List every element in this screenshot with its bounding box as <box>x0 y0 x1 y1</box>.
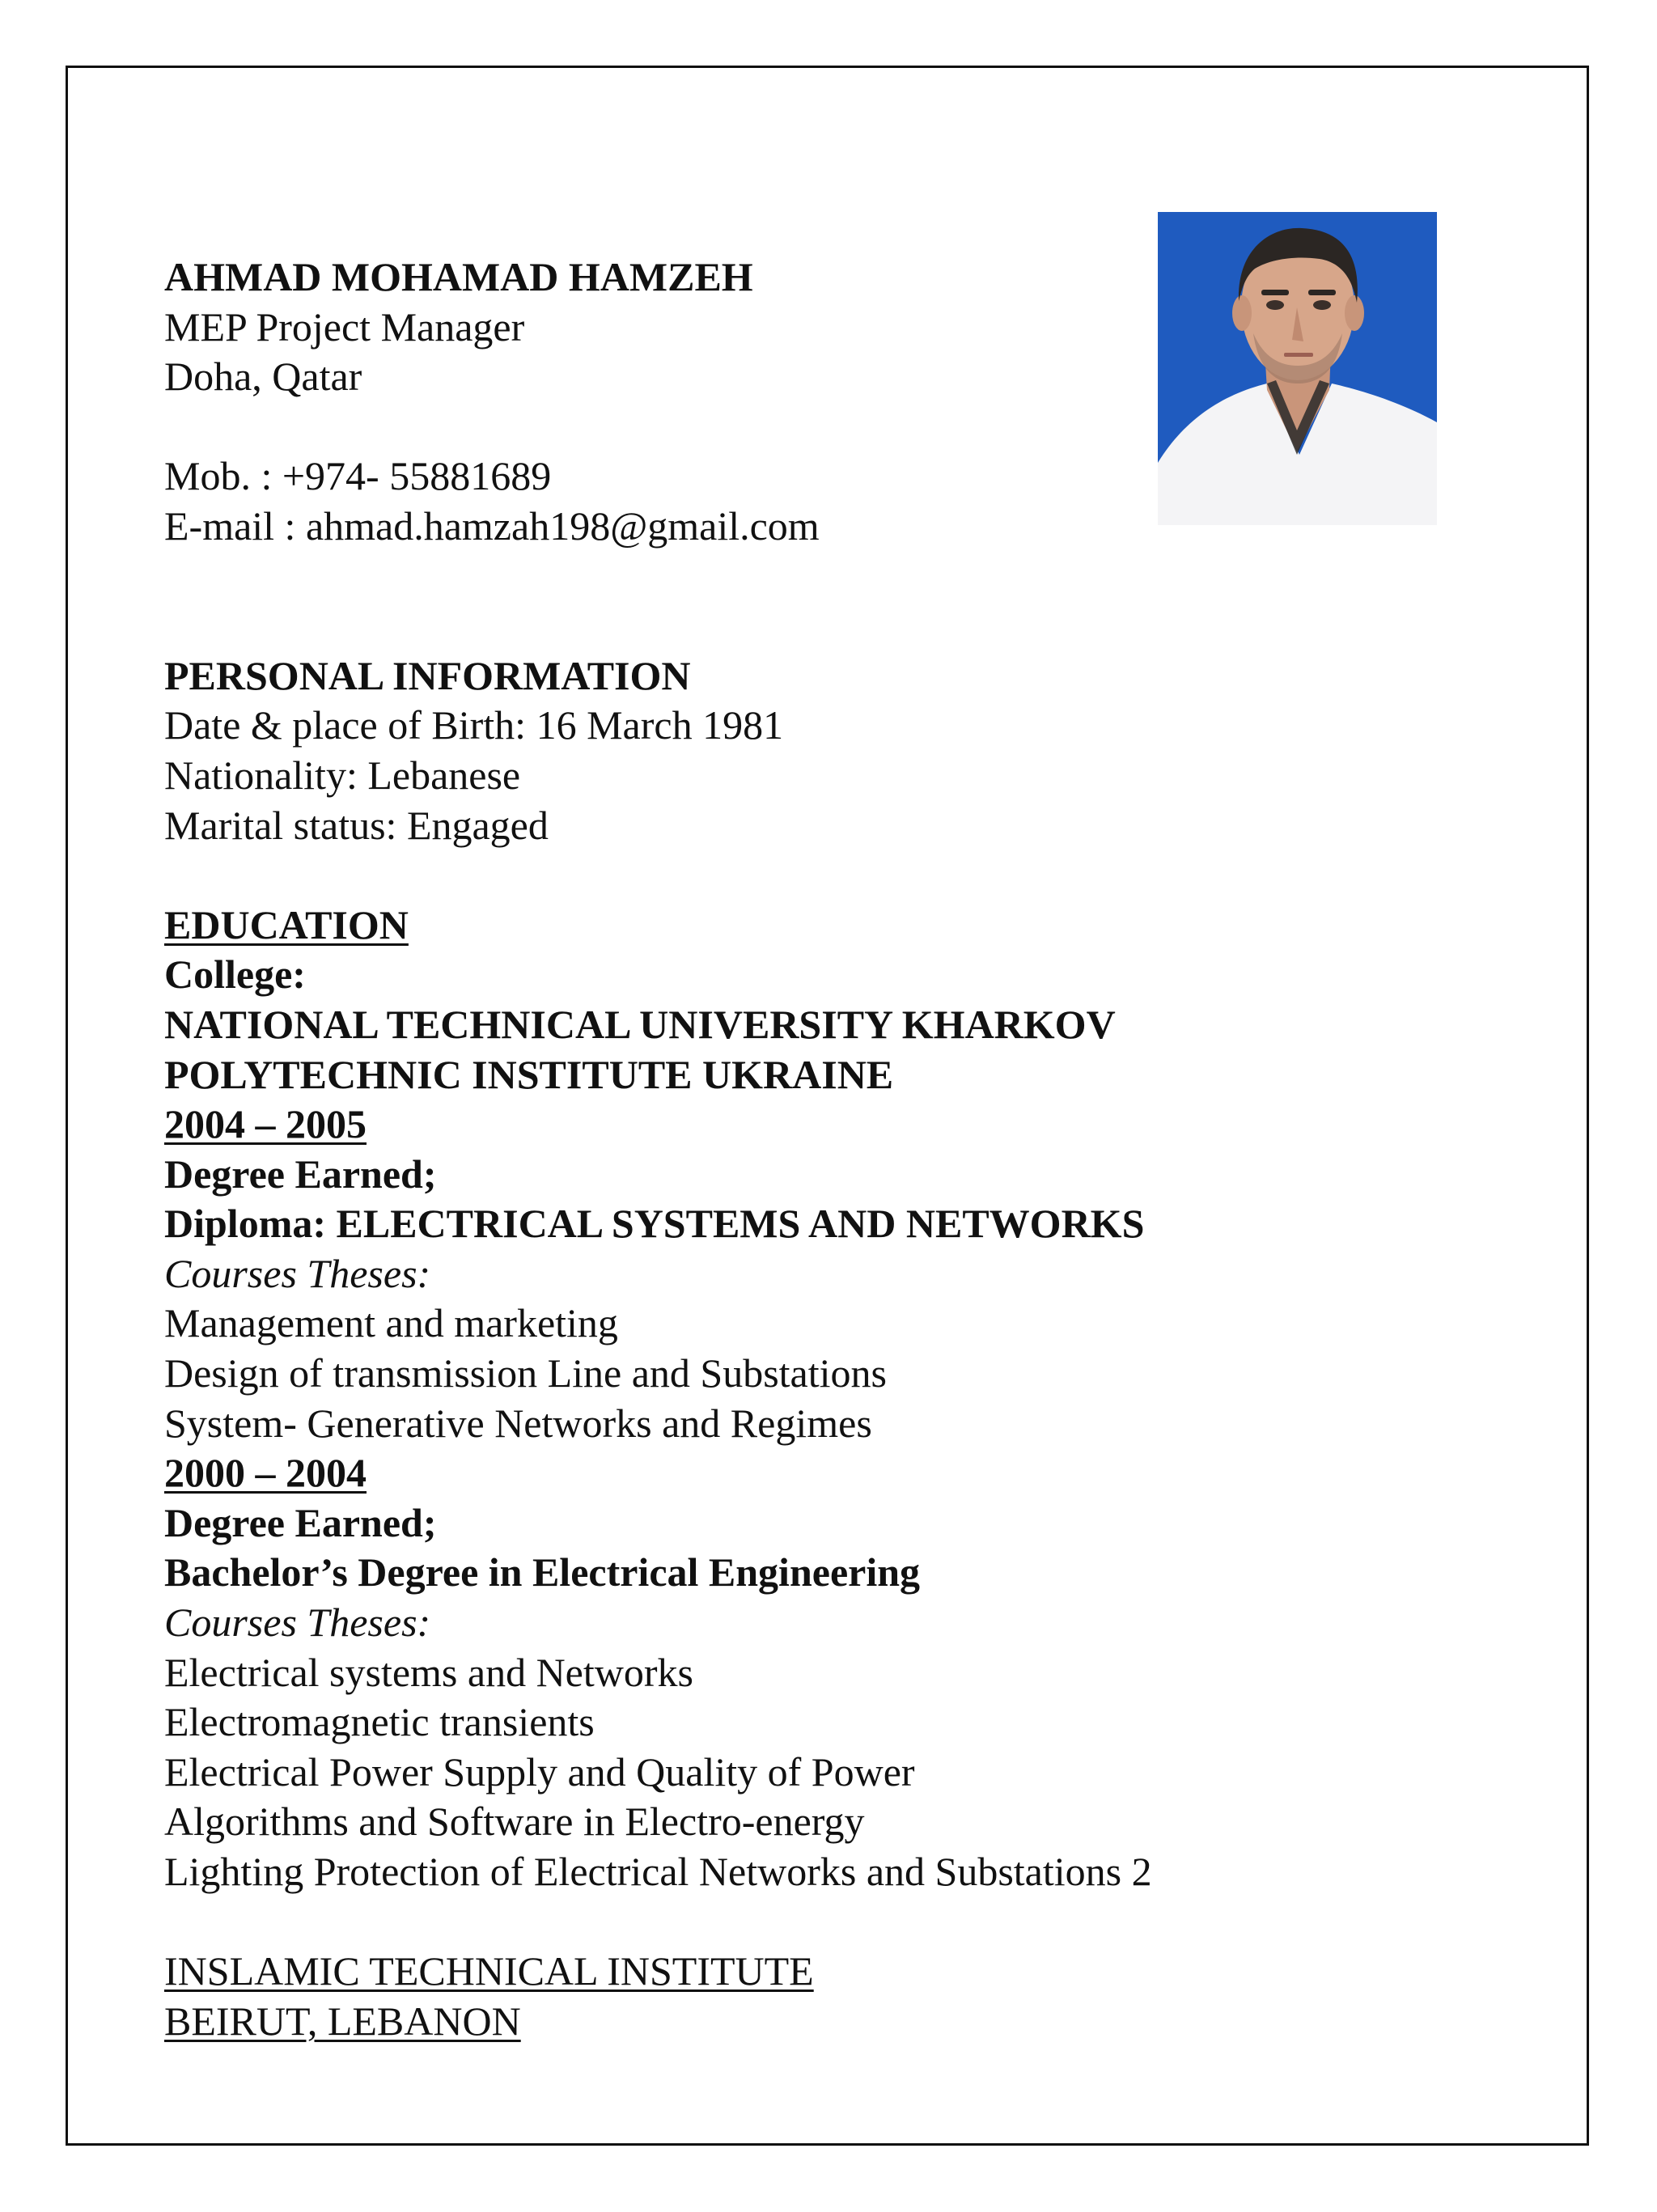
course-item: Electrical systems and Networks <box>164 1649 693 1695</box>
institute-name: INSLAMIC TECHNICAL INSTITUTE <box>164 1948 814 1994</box>
spacer <box>164 1897 1426 1947</box>
nationality-info: Nationality: Lebanese <box>164 752 521 798</box>
marital-status: Marital status: Engaged <box>164 802 549 848</box>
college-label: College: <box>164 951 306 998</box>
candidate-name: AHMAD MOHAMAD HAMZEH <box>164 254 753 299</box>
birth-info: Date & place of Birth: 16 March 1981 <box>164 702 784 748</box>
university-name: NATIONAL TECHNICAL UNIVERSITY KHARKOV <box>164 1001 1116 1047</box>
course-item: Management and marketing <box>164 1300 618 1346</box>
education-years: 2000 – 2004 <box>164 1450 367 1496</box>
degree-label: Degree Earned; <box>164 1150 437 1197</box>
education-years: 2004 – 2005 <box>164 1101 367 1147</box>
degree-label: Degree Earned; <box>164 1499 437 1545</box>
courses-label: Courses Theses: <box>164 1600 431 1646</box>
course-item: Algorithms and Software in Electro-energy <box>164 1799 865 1845</box>
degree-name: Bachelor’s Degree in Electrical Engineering <box>164 1549 921 1595</box>
course-item: System- Generative Networks and Regimes <box>164 1400 872 1446</box>
resume-content <box>164 252 1426 2046</box>
course-item: Lighting Protection of Electrical Networks and Substations 2 <box>164 1849 1152 1894</box>
course-item: Electromagnetic transients <box>164 1699 595 1745</box>
spacer <box>164 402 1426 452</box>
course-item: Design of transmission Line and Substations <box>164 1350 887 1396</box>
spacer <box>164 850 1426 900</box>
degree-name: Diploma: ELECTRICAL SYSTEMS AND NETWORKS <box>164 1201 1145 1247</box>
location: Doha, Qatar <box>164 354 362 400</box>
university-institute: POLYTECHNIC INSTITUTE UKRAINE <box>164 1051 894 1097</box>
courses-label: Courses Theses: <box>164 1250 431 1296</box>
personal-info-heading: PERSONAL INFORMATION <box>164 652 691 698</box>
email-address: E-mail : ahmad.hamzah198@gmail.com <box>164 502 820 549</box>
course-item: Electrical Power Supply and Quality of Power <box>164 1748 915 1795</box>
mobile-number: Mob. : +974- 55881689 <box>164 453 552 499</box>
education-heading: EDUCATION <box>164 901 409 947</box>
institute-location: BEIRUT, LEBANON <box>164 1998 521 2044</box>
spacer <box>164 552 1426 651</box>
job-title: MEP Project Manager <box>164 303 525 350</box>
